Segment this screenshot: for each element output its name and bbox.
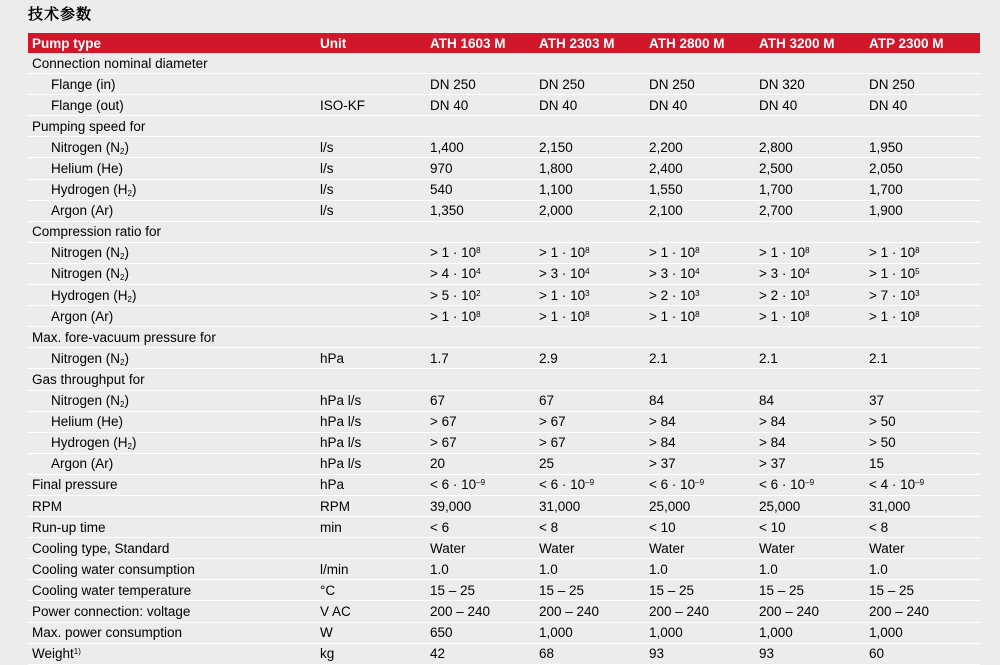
table-row [28, 137, 980, 158]
row-label: Compression ratio for [28, 221, 316, 242]
value-ath-2800-m: 2.1 [645, 348, 755, 369]
value-ath-1603-m: < $6 \cdot 10^{-9}$ [426, 474, 535, 495]
value-ath-1603-m: > $1 \cdot 10^8$ [426, 306, 535, 327]
value-ath-3200-m [755, 53, 865, 74]
row-unit [316, 369, 426, 390]
spec-table [28, 33, 980, 665]
value-ath-2303-m: DN 250 [535, 74, 645, 95]
value-atp-2300-m: 15 – 25 [865, 580, 980, 601]
value-ath-2800-m: 93 [645, 643, 755, 664]
value-ath-3200-m: 93 [755, 643, 865, 664]
value-ath-2303-m [535, 53, 645, 74]
page-title: 技术参数 [28, 5, 93, 23]
row-unit [316, 538, 426, 559]
row-label: Hydrogen $(H_2)$ [28, 285, 316, 306]
value-ath-2800-m: Water [645, 538, 755, 559]
row-unit: °C [316, 580, 426, 601]
value-ath-1603-m [426, 116, 535, 137]
value-ath-2303-m: 200 – 240 [535, 601, 645, 622]
row-label: Hydrogen $(H_2)$ [28, 432, 316, 453]
row-unit: l/s [316, 200, 426, 221]
value-ath-2800-m: > $1 \cdot 10^8$ [645, 306, 755, 327]
row-label: RPM [28, 495, 316, 516]
table-row [28, 432, 980, 453]
value-ath-2303-m: < $6 \cdot 10^{-9}$ [535, 474, 645, 495]
value-ath-2800-m: 25,000 [645, 495, 755, 516]
table-row [28, 74, 980, 95]
row-label: Max. power consumption [28, 622, 316, 643]
value-ath-3200-m: > $1 \cdot 10^8$ [755, 306, 865, 327]
row-unit [316, 116, 426, 137]
value-ath-1603-m: > 67 [426, 432, 535, 453]
value-atp-2300-m: 60 [865, 643, 980, 664]
value-ath-1603-m: 540 [426, 179, 535, 200]
value-ath-2303-m: > 67 [535, 411, 645, 432]
value-ath-2800-m: 15 – 25 [645, 580, 755, 601]
value-ath-2800-m: DN 250 [645, 74, 755, 95]
value-atp-2300-m: 31,000 [865, 495, 980, 516]
row-label: Cooling type, Standard [28, 538, 316, 559]
value-ath-1603-m: DN 40 [426, 95, 535, 116]
value-atp-2300-m: 1,000 [865, 622, 980, 643]
value-atp-2300-m: 2,050 [865, 158, 980, 179]
row-unit [316, 242, 426, 263]
row-unit: hPa [316, 474, 426, 495]
value-ath-3200-m: > 37 [755, 453, 865, 474]
value-ath-1603-m: Water [426, 538, 535, 559]
table-row [28, 474, 980, 495]
row-label: Nitrogen $(N_2)$ [28, 263, 316, 284]
header-ath-1603-m: ATH 1603 M [426, 33, 535, 53]
table-row [28, 559, 980, 580]
value-ath-1603-m: 200 – 240 [426, 601, 535, 622]
row-unit: RPM [316, 495, 426, 516]
row-unit: W [316, 622, 426, 643]
value-ath-3200-m: < $6 \cdot 10^{-9}$ [755, 474, 865, 495]
row-label: Argon (Ar) [28, 200, 316, 221]
value-atp-2300-m: 15 [865, 453, 980, 474]
value-ath-2800-m: > 84 [645, 432, 755, 453]
value-ath-1603-m: 970 [426, 158, 535, 179]
header-ath-2800-m: ATH 2800 M [645, 33, 755, 53]
value-ath-3200-m: Water [755, 538, 865, 559]
value-ath-1603-m [426, 327, 535, 348]
row-label: Final pressure [28, 474, 316, 495]
value-ath-2303-m: 15 – 25 [535, 580, 645, 601]
value-ath-2303-m: 1,800 [535, 158, 645, 179]
table-body [28, 53, 980, 664]
row-label: Run-up time [28, 517, 316, 538]
row-label: Nitrogen $(N_2)$ [28, 242, 316, 263]
value-ath-2800-m: 2,100 [645, 200, 755, 221]
value-ath-3200-m: > $2 \cdot 10^3$ [755, 285, 865, 306]
row-unit: kg [316, 643, 426, 664]
value-ath-2303-m: 68 [535, 643, 645, 664]
value-atp-2300-m: DN 40 [865, 95, 980, 116]
table-row [28, 643, 980, 664]
value-ath-2303-m: 1,000 [535, 622, 645, 643]
row-label: Gas throughput for [28, 369, 316, 390]
value-atp-2300-m: > $7 \cdot 10^3$ [865, 285, 980, 306]
row-unit: l/s [316, 179, 426, 200]
row-unit: V AC [316, 601, 426, 622]
value-atp-2300-m: 1.0 [865, 559, 980, 580]
value-ath-3200-m: < 10 [755, 517, 865, 538]
value-atp-2300-m: DN 250 [865, 74, 980, 95]
value-ath-1603-m: 67 [426, 390, 535, 411]
value-atp-2300-m: > 50 [865, 411, 980, 432]
table-row [28, 95, 980, 116]
value-ath-3200-m: > $3 \cdot 10^4$ [755, 263, 865, 284]
value-ath-3200-m: 2,800 [755, 137, 865, 158]
row-unit: hPa l/s [316, 453, 426, 474]
value-atp-2300-m [865, 116, 980, 137]
value-ath-3200-m: > 84 [755, 432, 865, 453]
value-ath-2303-m: > $1 \cdot 10^8$ [535, 242, 645, 263]
value-ath-2800-m: DN 40 [645, 95, 755, 116]
row-label: Argon (Ar) [28, 453, 316, 474]
value-atp-2300-m: < 8 [865, 517, 980, 538]
table-row [28, 517, 980, 538]
table-row [28, 601, 980, 622]
value-atp-2300-m [865, 53, 980, 74]
value-ath-2800-m: > $2 \cdot 10^3$ [645, 285, 755, 306]
row-label: Power connection: voltage [28, 601, 316, 622]
value-ath-2800-m: 84 [645, 390, 755, 411]
value-atp-2300-m: > $1 \cdot 10^8$ [865, 306, 980, 327]
value-ath-3200-m: DN 40 [755, 95, 865, 116]
value-ath-2303-m: 1,100 [535, 179, 645, 200]
value-ath-3200-m: > $1 \cdot 10^8$ [755, 242, 865, 263]
row-unit [316, 53, 426, 74]
row-label: Helium (He) [28, 158, 316, 179]
row-unit [316, 306, 426, 327]
value-ath-1603-m: DN 250 [426, 74, 535, 95]
value-ath-2800-m [645, 53, 755, 74]
row-label: Flange (out) [28, 95, 316, 116]
value-ath-2800-m: < 10 [645, 517, 755, 538]
table-header-row [28, 33, 980, 53]
value-ath-1603-m: 1,400 [426, 137, 535, 158]
value-ath-2303-m: Water [535, 538, 645, 559]
value-ath-2800-m: > $3 \cdot 10^4$ [645, 263, 755, 284]
row-label: Cooling water consumption [28, 559, 316, 580]
value-ath-3200-m [755, 369, 865, 390]
value-ath-3200-m: > 84 [755, 411, 865, 432]
value-ath-3200-m: 84 [755, 390, 865, 411]
row-label: Helium (He) [28, 411, 316, 432]
value-ath-1603-m: 650 [426, 622, 535, 643]
row-label: Cooling water temperature [28, 580, 316, 601]
table-row [28, 285, 980, 306]
value-ath-2303-m: > $3 \cdot 10^4$ [535, 263, 645, 284]
value-atp-2300-m: Water [865, 538, 980, 559]
value-ath-3200-m: 1,000 [755, 622, 865, 643]
value-ath-2303-m [535, 369, 645, 390]
row-unit: hPa l/s [316, 390, 426, 411]
row-unit [316, 221, 426, 242]
value-ath-1603-m: > $5 \cdot 10^2$ [426, 285, 535, 306]
value-ath-2303-m [535, 221, 645, 242]
table-row [28, 495, 980, 516]
value-ath-2303-m: > $1 \cdot 10^3$ [535, 285, 645, 306]
value-ath-3200-m: 25,000 [755, 495, 865, 516]
value-atp-2300-m [865, 221, 980, 242]
value-ath-3200-m: 1,700 [755, 179, 865, 200]
value-ath-2303-m: < 8 [535, 517, 645, 538]
value-atp-2300-m: 200 – 240 [865, 601, 980, 622]
table-row [28, 263, 980, 284]
value-ath-2303-m: > $1 \cdot 10^8$ [535, 306, 645, 327]
table-row [28, 622, 980, 643]
table-row [28, 538, 980, 559]
table-row [28, 116, 980, 137]
value-ath-2800-m: 2,200 [645, 137, 755, 158]
value-ath-2800-m: 200 – 240 [645, 601, 755, 622]
value-atp-2300-m [865, 369, 980, 390]
value-ath-2303-m: 31,000 [535, 495, 645, 516]
row-unit [316, 74, 426, 95]
row-label: Hydrogen $(H_2)$ [28, 179, 316, 200]
row-unit [316, 285, 426, 306]
table-row [28, 348, 980, 369]
value-atp-2300-m: > 50 [865, 432, 980, 453]
table-row [28, 411, 980, 432]
value-ath-3200-m: 1.0 [755, 559, 865, 580]
value-ath-1603-m: 15 – 25 [426, 580, 535, 601]
table-row [28, 453, 980, 474]
value-ath-2800-m: > 84 [645, 411, 755, 432]
value-ath-1603-m: > $1 \cdot 10^8$ [426, 242, 535, 263]
value-ath-2800-m: > 37 [645, 453, 755, 474]
table-row [28, 221, 980, 242]
value-ath-1603-m [426, 53, 535, 74]
value-ath-1603-m [426, 221, 535, 242]
value-ath-3200-m [755, 116, 865, 137]
value-atp-2300-m: > $1 \cdot 10^8$ [865, 242, 980, 263]
row-label: Nitrogen $(N_2)$ [28, 348, 316, 369]
value-atp-2300-m: > $1 \cdot 10^5$ [865, 263, 980, 284]
value-ath-3200-m: 200 – 240 [755, 601, 865, 622]
table-row [28, 580, 980, 601]
value-atp-2300-m: 1,700 [865, 179, 980, 200]
row-unit [316, 327, 426, 348]
value-ath-2303-m: 2,150 [535, 137, 645, 158]
value-ath-2800-m [645, 221, 755, 242]
value-ath-1603-m: > $4 \cdot 10^4$ [426, 263, 535, 284]
table-row [28, 158, 980, 179]
row-unit [316, 263, 426, 284]
row-unit: hPa l/s [316, 411, 426, 432]
table-row [28, 242, 980, 263]
value-atp-2300-m: < $4 \cdot 10^{-9}$ [865, 474, 980, 495]
value-ath-2800-m [645, 369, 755, 390]
value-ath-2800-m [645, 116, 755, 137]
value-ath-1603-m [426, 369, 535, 390]
value-ath-1603-m: 42 [426, 643, 535, 664]
table-row [28, 179, 980, 200]
value-ath-2303-m [535, 327, 645, 348]
value-atp-2300-m: 37 [865, 390, 980, 411]
value-ath-2303-m: 2,000 [535, 200, 645, 221]
value-ath-3200-m: 15 – 25 [755, 580, 865, 601]
row-label: Pumping speed for [28, 116, 316, 137]
row-label: Nitrogen $(N_2)$ [28, 137, 316, 158]
value-ath-2800-m: 1,000 [645, 622, 755, 643]
value-atp-2300-m: 2.1 [865, 348, 980, 369]
value-ath-1603-m: > 67 [426, 411, 535, 432]
value-ath-2800-m [645, 327, 755, 348]
header-ath-3200-m: ATH 3200 M [755, 33, 865, 53]
table-row [28, 369, 980, 390]
value-ath-1603-m: 1,350 [426, 200, 535, 221]
value-atp-2300-m [865, 327, 980, 348]
row-label: Argon (Ar) [28, 306, 316, 327]
header-atp-2300-m: ATP 2300 M [865, 33, 980, 53]
row-unit: l/min [316, 559, 426, 580]
row-unit: min [316, 517, 426, 538]
value-ath-1603-m: 1.7 [426, 348, 535, 369]
value-ath-3200-m [755, 221, 865, 242]
table-row [28, 53, 980, 74]
row-label: Weight$^{1)}$ [28, 643, 316, 664]
table-row [28, 390, 980, 411]
value-ath-1603-m: < 6 [426, 517, 535, 538]
row-unit: hPa [316, 348, 426, 369]
value-ath-2303-m: 25 [535, 453, 645, 474]
value-ath-2800-m: 2,400 [645, 158, 755, 179]
value-ath-2303-m: 2.9 [535, 348, 645, 369]
row-label: Connection nominal diameter [28, 53, 316, 74]
value-ath-2303-m: 67 [535, 390, 645, 411]
table-row [28, 200, 980, 221]
value-ath-3200-m [755, 327, 865, 348]
value-ath-2303-m: 1.0 [535, 559, 645, 580]
row-unit: ISO-KF [316, 95, 426, 116]
value-ath-2303-m [535, 116, 645, 137]
table-row [28, 327, 980, 348]
value-ath-3200-m: 2,500 [755, 158, 865, 179]
value-ath-3200-m: 2,700 [755, 200, 865, 221]
row-unit: l/s [316, 137, 426, 158]
value-ath-1603-m: 39,000 [426, 495, 535, 516]
header-ath-2303-m: ATH 2303 M [535, 33, 645, 53]
value-ath-2800-m: > $1 \cdot 10^8$ [645, 242, 755, 263]
value-ath-2800-m: 1,550 [645, 179, 755, 200]
row-unit: l/s [316, 158, 426, 179]
table-row [28, 306, 980, 327]
value-ath-2303-m: DN 40 [535, 95, 645, 116]
row-label: Nitrogen $(N_2)$ [28, 390, 316, 411]
row-label: Flange (in) [28, 74, 316, 95]
value-ath-1603-m: 20 [426, 453, 535, 474]
value-ath-2800-m: 1.0 [645, 559, 755, 580]
value-atp-2300-m: 1,950 [865, 137, 980, 158]
value-ath-2303-m: > 67 [535, 432, 645, 453]
header-unit: Unit [316, 33, 426, 53]
value-ath-1603-m: 1.0 [426, 559, 535, 580]
value-ath-2800-m: < $6 \cdot 10^{-9}$ [645, 474, 755, 495]
row-unit: hPa l/s [316, 432, 426, 453]
value-ath-3200-m: 2.1 [755, 348, 865, 369]
row-label: Max. fore-vacuum pressure for [28, 327, 316, 348]
value-atp-2300-m: 1,900 [865, 200, 980, 221]
header-pump-type: Pump type [28, 33, 316, 53]
value-ath-3200-m: DN 320 [755, 74, 865, 95]
